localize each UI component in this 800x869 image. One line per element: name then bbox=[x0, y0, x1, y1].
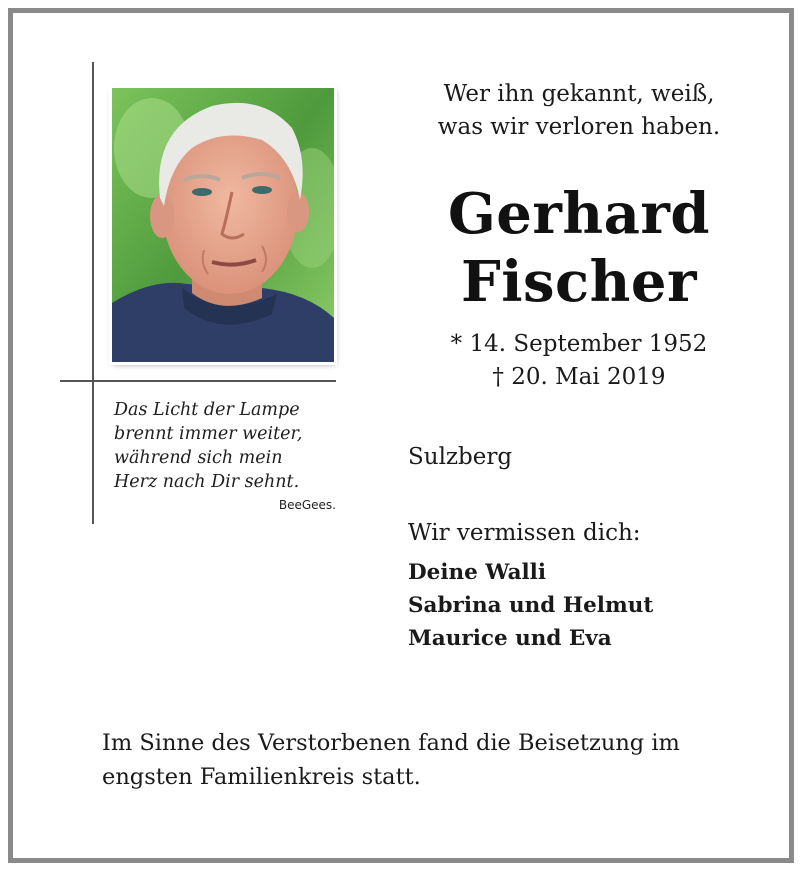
horizontal-divider bbox=[60, 380, 336, 382]
death-date: † 20. Mai 2019 bbox=[492, 364, 666, 390]
life-dates bbox=[400, 328, 758, 394]
first-name: Gerhard bbox=[447, 181, 711, 247]
last-name: Fischer bbox=[460, 249, 697, 315]
quote-line: brennt immer weiter, bbox=[114, 424, 303, 444]
mourner-name: Deine Walli bbox=[408, 560, 546, 585]
mourners-list bbox=[408, 556, 653, 655]
mourner-name: Maurice und Eva bbox=[408, 626, 612, 651]
notice-line-2: engsten Familienkreis statt. bbox=[102, 764, 421, 790]
motto-line-2: was wir verloren haben. bbox=[437, 114, 721, 140]
burial-notice bbox=[102, 726, 762, 794]
mourners-intro: Wir vermissen dich: bbox=[408, 520, 641, 546]
deceased-name bbox=[400, 180, 758, 316]
birth-date: * 14. September 1952 bbox=[450, 331, 708, 357]
quote-source: BeeGees. bbox=[278, 498, 336, 512]
motto bbox=[400, 78, 758, 144]
place-of-residence: Sulzberg bbox=[408, 444, 513, 470]
vertical-divider bbox=[92, 62, 94, 524]
notice-line-1: Im Sinne des Verstorbenen fand die Beisetzung im bbox=[102, 730, 680, 756]
mourner-name: Sabrina und Helmut bbox=[408, 593, 654, 618]
memorial-quote bbox=[114, 398, 346, 494]
quote-line: Herz nach Dir sehnt. bbox=[114, 472, 300, 492]
portrait-photo bbox=[112, 88, 334, 362]
portrait-illustration bbox=[112, 88, 334, 362]
quote-line: Das Licht der Lampe bbox=[114, 400, 300, 420]
quote-line: während sich mein bbox=[114, 448, 283, 468]
motto-line-1: Wer ihn gekannt, weiß, bbox=[443, 81, 715, 107]
